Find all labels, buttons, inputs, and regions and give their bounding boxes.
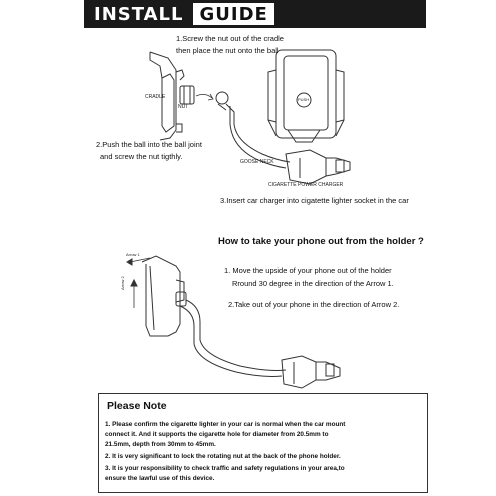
label-arrow-1: Arrow 1 <box>126 252 140 257</box>
step2-line2: and screw the nut tigthly. <box>100 152 183 161</box>
charger-bottom <box>282 356 340 388</box>
note-line-6: ensure the lawful use of this device. <box>105 475 215 482</box>
howto-step1-line1: 1. Move the upside of your phone out of the holder <box>224 266 392 275</box>
banner-install-word: INSTALL <box>94 3 184 25</box>
howto-step2: 2.Take out of your phone in the direction of Arrow 2. <box>228 300 400 309</box>
note-line-2: connect it. And it supports the cigarette hole for diameter from 20.5mm to <box>105 431 329 438</box>
holder-front-view <box>268 50 344 142</box>
howto-step1-line2: Rround 30 degree in the direction of the Arrow 1. <box>232 279 394 288</box>
label-cradle: CRADLE <box>145 94 166 100</box>
please-note-box <box>98 393 428 493</box>
step1-line2: then place the nut onto the ball <box>176 46 279 55</box>
nut-part <box>180 86 194 104</box>
banner-guide-word: GUIDE <box>199 3 268 25</box>
step3-text: 3.Insert car charger into cigatette lighter socket in the car <box>220 196 409 205</box>
label-push: PUSH <box>298 97 310 102</box>
label-arrow-2: Arrow 2 <box>120 276 125 290</box>
note-line-5: 3. It is your responsibility to check traffic and safety regulations in your area,to <box>105 465 345 472</box>
please-note-title: Please Note <box>107 400 167 412</box>
ball-and-gooseneck <box>216 92 290 168</box>
label-goose-neck: GOOSE NECK <box>240 159 274 165</box>
note-line-3: 21.5mm, depth from 30mm to 45mm. <box>105 441 216 448</box>
label-nut: NUT <box>178 104 189 110</box>
note-line-4: 2. It is very significant to lock the rotating nut at the back of the phone holder. <box>105 453 341 460</box>
step1-line1: 1.Screw the nut out of the cradle <box>176 34 284 43</box>
charger-top <box>286 150 350 184</box>
label-charger: CIGARETTE POWER CHARGER <box>268 182 344 188</box>
howto-title: How to take your phone out from the holder ? <box>218 236 424 247</box>
step2-line1: 2.Push the ball into the ball joint <box>96 140 202 149</box>
note-line-1: 1. Please confirm the cigarette lighter in your car is normal when the car mount <box>105 421 346 428</box>
